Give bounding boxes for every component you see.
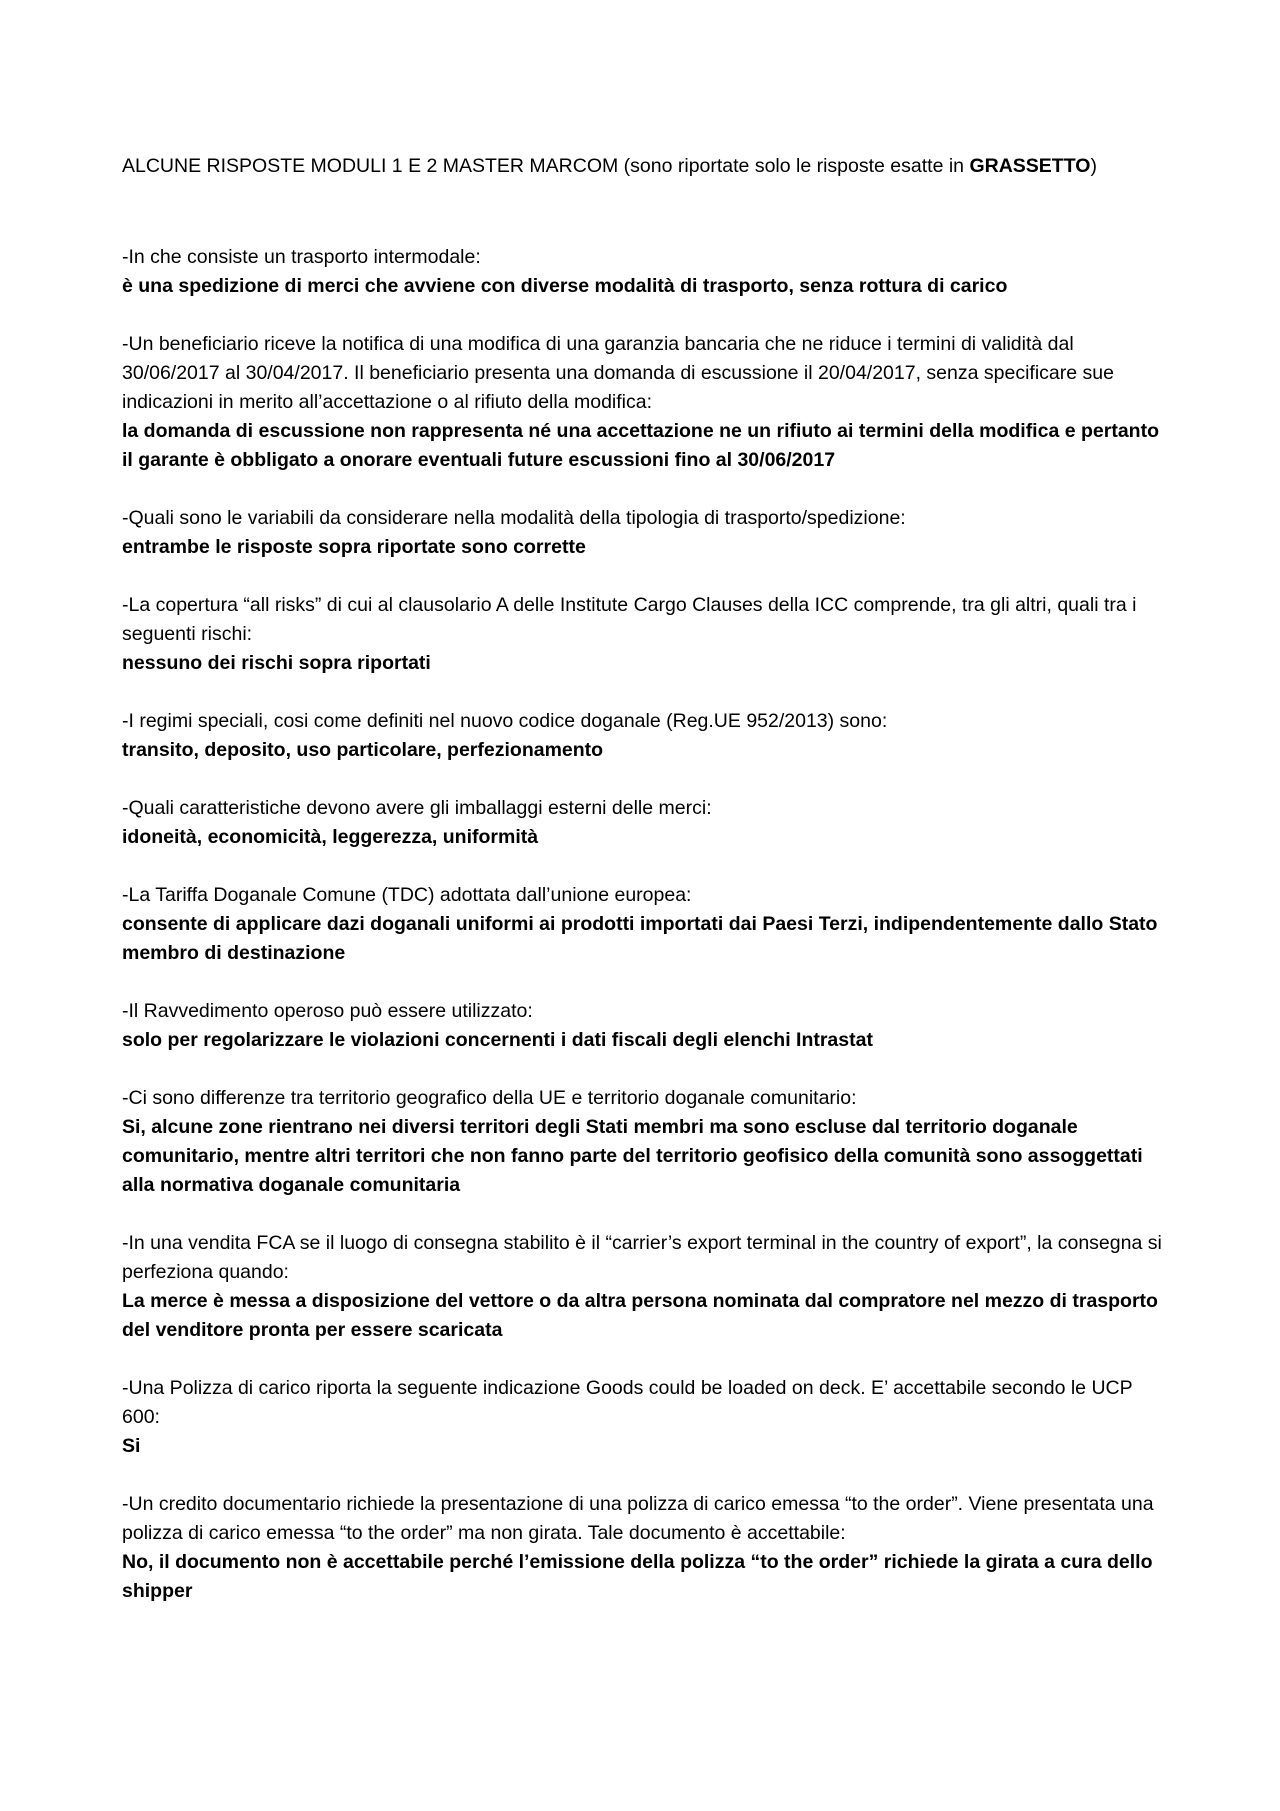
qa-item — [122, 1084, 1170, 1200]
question-text: -Un beneficiario riceve la notifica di una modifica di una garanzia bancaria che ne riduce i termini di validità dal 30/06/2017 al 30/04/2017. Il beneficiario presenta una domanda di escussione il 20/04/2017, senza specificare sue indicazioni in merito all’accettazione o al rifiuto della modifica: — [122, 333, 1114, 413]
qa-item — [122, 330, 1170, 475]
question-text: -Un credito documentario richiede la presentazione di una polizza di carico emessa “to the order”. Viene presentata una polizza di carico emessa “to the order” ma non girata. Tale documento è accettabile: — [122, 1493, 1154, 1544]
answer-text: Si — [122, 1435, 141, 1457]
qa-item — [122, 794, 1170, 852]
qa-item — [122, 591, 1170, 678]
qa-item — [122, 1374, 1170, 1461]
qa-item — [122, 1229, 1170, 1345]
answer-text: transito, deposito, uso particolare, perfezionamento — [122, 739, 604, 761]
qa-item — [122, 997, 1170, 1055]
question-text: -Il Ravvedimento operoso può essere utilizzato: — [122, 1000, 533, 1022]
qa-item — [122, 504, 1170, 562]
qa-item — [122, 1490, 1170, 1606]
question-text: -I regimi speciali, cosi come definiti nel nuovo codice doganale (Reg.UE 952/2013) sono: — [122, 710, 888, 732]
answer-text: idoneità, economicità, leggerezza, uniformità — [122, 826, 539, 848]
question-text: -In che consiste un trasporto intermodale: — [122, 246, 481, 268]
question-text: -La Tariffa Doganale Comune (TDC) adottata dall’unione europea: — [122, 884, 692, 906]
question-text: -Quali caratteristiche devono avere gli imballaggi esterni delle merci: — [122, 797, 712, 819]
document-title — [122, 152, 1170, 181]
question-text: -La copertura “all risks” di cui al clausolario A delle Institute Cargo Clauses della ICC comprende, tra gli altri, quali tra i seguenti rischi: — [122, 594, 1137, 645]
qa-item — [122, 707, 1170, 765]
qa-item — [122, 881, 1170, 968]
question-text: -Ci sono differenze tra territorio geografico della UE e territorio doganale comunitario: — [122, 1087, 857, 1109]
answer-text: Si, alcune zone rientrano nei diversi territori degli Stati membri ma sono escluse dal territorio doganale comunitario, mentre altri territori che non fanno parte del territorio geofisico della comunità sono assoggettati alla normativa doganale comunitaria — [122, 1116, 1143, 1196]
document-page — [122, 152, 1170, 1635]
answer-text: nessuno dei rischi sopra riportati — [122, 652, 431, 674]
answer-text: No, il documento non è accettabile perché l’emissione della polizza “to the order” richiede la girata a cura dello shipper — [122, 1551, 1153, 1602]
answer-text: la domanda di escussione non rappresenta né una accettazione ne un rifiuto ai termini della modifica e pertanto il garante è obbligato a onorare eventuali future escussioni fino al 30/06/2017 — [122, 420, 1159, 471]
answer-text: è una spedizione di merci che avviene con diverse modalità di trasporto, senza rottura di carico — [122, 275, 1008, 297]
answer-text: solo per regolarizzare le violazioni concernenti i dati fiscali degli elenchi Intrastat — [122, 1029, 873, 1051]
answer-text: entrambe le risposte sopra riportate sono corrette — [122, 536, 586, 558]
question-text: -Quali sono le variabili da considerare nella modalità della tipologia di trasporto/spedizione: — [122, 507, 906, 529]
qa-item — [122, 243, 1170, 301]
title-suffix: ) — [1090, 155, 1097, 177]
title-text: ALCUNE RISPOSTE MODULI 1 E 2 MASTER MARCOM (sono riportate solo le risposte esatte in — [122, 155, 970, 177]
question-text: -Una Polizza di carico riporta la seguente indicazione Goods could be loaded on deck. E’ accettabile secondo le UCP 600: — [122, 1377, 1133, 1428]
answer-text: La merce è messa a disposizione del vettore o da altra persona nominata dal compratore nel mezzo di trasporto del venditore pronta per essere scaricata — [122, 1290, 1158, 1341]
title-bold-word: GRASSETTO — [969, 155, 1091, 177]
answer-text: consente di applicare dazi doganali uniformi ai prodotti importati dai Paesi Terzi, indipendentemente dallo Stato membro di destinazione — [122, 913, 1158, 964]
qa-list — [122, 243, 1170, 1606]
question-text: -In una vendita FCA se il luogo di consegna stabilito è il “carrier’s export terminal in the country of export”, la consegna si perfeziona quando: — [122, 1232, 1162, 1283]
